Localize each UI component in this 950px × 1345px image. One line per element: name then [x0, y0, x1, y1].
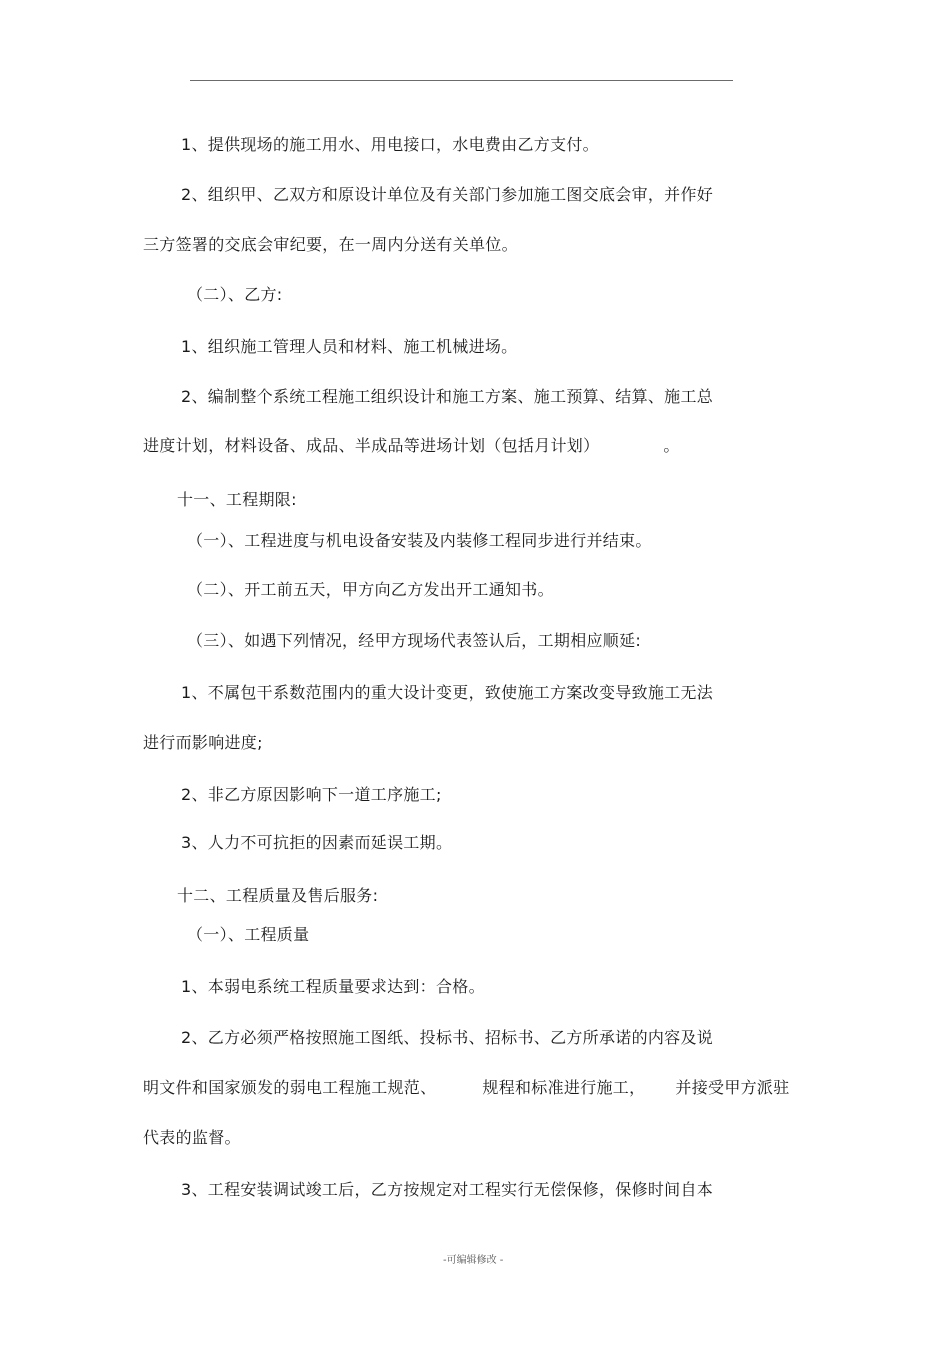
- line-text: 。: [663, 436, 680, 455]
- paragraph-line: 2、乙方必须严格按照施工图纸、投标书、招标书、乙方所承诺的内容及说: [181, 1028, 714, 1047]
- line-text: 明文件和国家颁发的弱电工程施工规范、: [143, 1078, 437, 1097]
- paragraph-line: 3、工程安装调试竣工后，乙方按规定对工程实行无偿保修，保修时间自本: [181, 1180, 714, 1199]
- line-text: 规程和标准进行施工，: [482, 1078, 646, 1097]
- paragraph-line: 代表的监督。: [143, 1128, 241, 1147]
- paragraph-line: 1、组织施工管理人员和材料、施工机械进场。: [181, 337, 518, 356]
- paragraph-line: [143, 1078, 790, 1098]
- section-heading: 十二、工程质量及售后服务:: [177, 886, 379, 905]
- paragraph-line: （一）、工程质量: [187, 925, 310, 944]
- paragraph-line: 2、编制整个系统工程施工组织设计和施工方案、施工预算、结算、施工总: [181, 387, 714, 406]
- paragraph-line: 3、人力不可抗拒的因素而延误工期。: [181, 833, 453, 852]
- paragraph-line: 1、不属包干系数范围内的重大设计变更，致使施工方案改变导致施工无法: [181, 683, 714, 702]
- paragraph-line: 2、非乙方原因影响下一道工序施工;: [181, 785, 442, 804]
- paragraph-line: 进行而影响进度;: [143, 733, 263, 752]
- page-footer: -可编辑修改 -: [443, 1255, 504, 1266]
- paragraph-line: 1、提供现场的施工用水、用电接口，水电费由乙方支付。: [181, 135, 599, 154]
- section-heading: 十一、工程期限:: [177, 490, 297, 509]
- header-rule: [190, 80, 733, 81]
- paragraph-line: [143, 436, 680, 456]
- paragraph-line: （二）、开工前五天，甲方向乙方发出开工通知书。: [187, 580, 554, 599]
- paragraph-line: 1、本弱电系统工程质量要求达到：合格。: [181, 977, 485, 996]
- paragraph-line: 三方签署的交底会审纪要，在一周内分送有关单位。: [143, 235, 518, 254]
- line-text: 并接受甲方派驻: [675, 1078, 790, 1097]
- paragraph-line: 2、组织甲、乙双方和原设计单位及有关部门参加施工图交底会审，并作好: [181, 185, 714, 204]
- paragraph-line: （三）、如遇下列情况，经甲方现场代表签认后，工期相应顺延:: [187, 631, 642, 650]
- paragraph-line: （一）、工程进度与机电设备安装及内装修工程同步进行并结束。: [187, 531, 652, 550]
- line-text: 进度计划，材料设备、成品、半成品等进场计划（包括月计划）: [143, 436, 600, 455]
- section-heading: （二）、乙方:: [187, 285, 283, 304]
